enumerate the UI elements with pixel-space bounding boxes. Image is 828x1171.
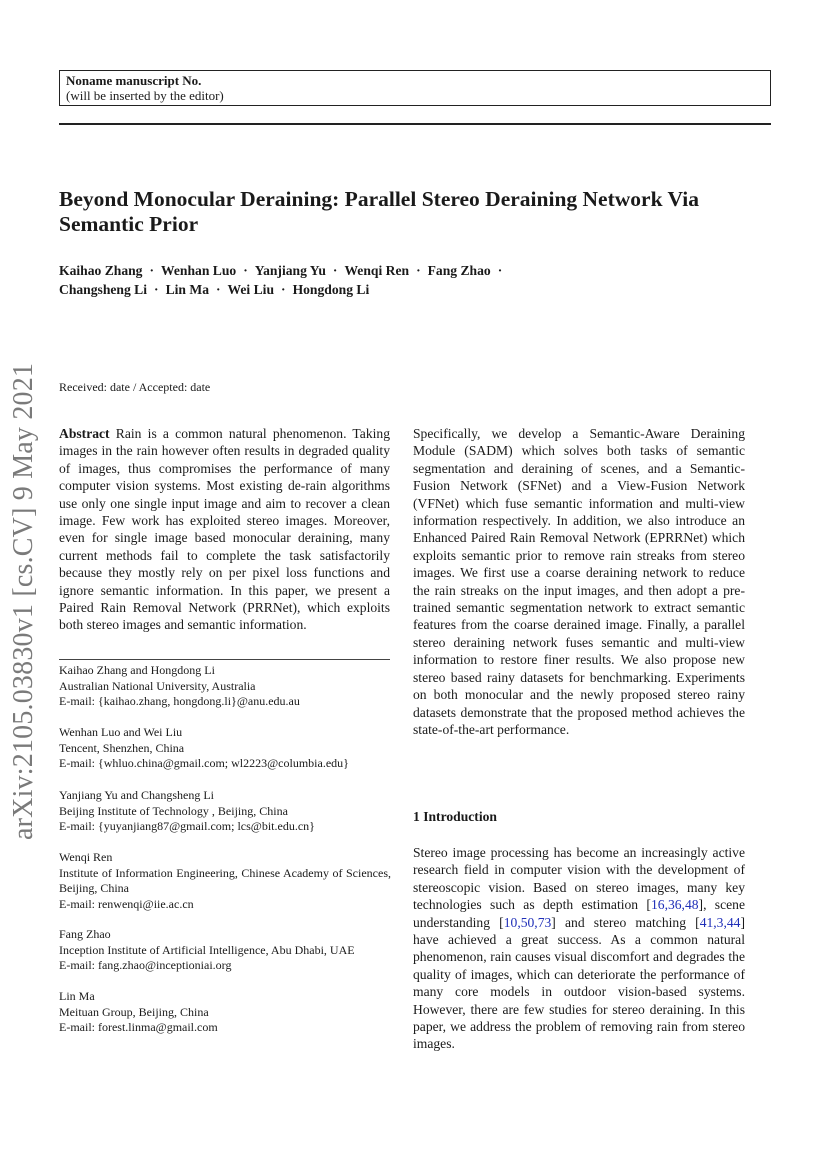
intro-text-segment: ], scene understanding [	[413, 897, 745, 930]
author-list	[59, 261, 771, 299]
author-name: Yanjiang Yu	[254, 263, 326, 278]
author-separator: ·	[416, 263, 421, 278]
affiliation-names: Wenhan Luo and Wei Liu	[59, 725, 183, 739]
affiliation-org: Australian National University, Australia	[59, 678, 256, 693]
affiliation-rule	[59, 659, 390, 660]
author-name: Fang Zhao	[427, 263, 491, 278]
citation-link[interactable]: 10,50,73	[503, 914, 552, 930]
affiliation-names: Wenqi Ren	[59, 850, 113, 864]
affiliation-block	[59, 927, 391, 974]
intro-text-segment: Stereo image processing has become an increasingly active research field in computer vision with the development of stereoscopic vision. Based on stereo images, many key technologies such as depth estimation [	[413, 845, 745, 913]
author-name: Wenhan Luo	[161, 263, 237, 278]
author-name: Wei Liu	[227, 282, 275, 297]
author-name: Kaihao Zhang	[59, 263, 143, 278]
author-separator: ·	[154, 282, 159, 297]
citation-link[interactable]: 41,3,44	[699, 914, 741, 930]
affiliation-email: E-mail: renwenqi@iie.ac.cn	[59, 897, 194, 912]
affiliation-email: E-mail: fang.zhao@inceptioniai.org	[59, 958, 232, 973]
author-name: Hongdong Li	[292, 282, 370, 297]
affiliation-email: E-mail: {yuyanjiang87@gmail.com; lcs@bit.edu.cn}	[59, 819, 315, 834]
intro-text-segment: ] and stereo matching [	[551, 914, 700, 930]
affiliation-org: Tencent, Shenzhen, China	[59, 740, 185, 755]
author-separator: ·	[149, 263, 155, 278]
author-name: Lin Ma	[165, 282, 209, 297]
affiliation-email: E-mail: {kaihao.zhang, hongdong.li}@anu.edu.au	[59, 694, 300, 709]
author-name: Wenqi Ren	[344, 263, 410, 278]
affiliation-org: Beijing Institute of Technology , Beijing, China	[59, 803, 288, 818]
abstract-label: Abstract	[59, 426, 110, 441]
affiliation-org: Meituan Group, Beijing, China	[59, 1004, 209, 1019]
citation-link[interactable]: 16,36,48	[650, 897, 699, 913]
intro-text-segment: ] have achieved a great success. As a common natural phenomenon, rain causes visual discomfort and degrades the quality of images, which can deteriorate the performance of many core models in outdoor vision-based systems. However, there are few studies for stereo deraining. In this paper, we address the problem of removing rain from stereo images.	[413, 914, 745, 1052]
author-separator: ·	[281, 282, 286, 297]
abstract-continuation: Specifically, we develop a Semantic-Aware Deraining Module (SADM) which solves both tasks of semantic segmentation and deraining of scenes, and a Semantic-Fusion Network (SFNet) and a View-Fusion Network (VFNet) which fuse semantic information and multi-view information respectively. In addition, we also introduce an Enhanced Paired Rain Removal Network (EPRRNet) which exploits semantic prior to remove rain streaks from stereo images. We first use a coarse deraining network to reduce the rain streaks on the input images, and then adopt a pre-trained semantic segmentation network to extract semantic features from the coarse derained image. Finally, a parallel stereo deraining network fuses semantic and multi-view information to restore finer results. We also propose new stereo based rainy datasets for benchmarking. Experiments on both monocular and the newly proposed stereo rainy datasets demonstrate that the proposed method achieves the state-of-the-art performance.	[413, 426, 745, 737]
affiliation-block	[59, 850, 391, 913]
affiliation-block	[59, 663, 391, 710]
affiliation-org: Inception Institute of Artificial Intelligence, Abu Dhabi, UAE	[59, 942, 355, 957]
author-name: Changsheng Li	[59, 282, 148, 297]
introduction-paragraph	[413, 844, 745, 1053]
received-date-line: Received: date / Accepted: date	[59, 380, 211, 394]
author-separator: ·	[332, 263, 338, 278]
header-rule	[59, 123, 771, 125]
editor-note: (will be inserted by the editor)	[66, 88, 224, 103]
author-line-2	[59, 280, 771, 299]
section-heading-introduction: 1 Introduction	[413, 809, 497, 824]
affiliation-names: Fang Zhao	[59, 927, 111, 941]
manuscript-number: Noname manuscript No.	[66, 73, 202, 88]
manuscript-header-box	[59, 70, 771, 106]
affiliation-block	[59, 788, 391, 835]
affiliation-names: Yanjiang Yu and Changsheng Li	[59, 788, 214, 802]
affiliation-names: Kaihao Zhang and Hongdong Li	[59, 663, 215, 677]
author-separator: ·	[497, 263, 503, 278]
abstract-text-part1: Rain is a common natural phenomenon. Taking images in the rain however often results in degraded quality of images, thus compromises the performance of many computer vision systems. Most existing de-rain algorithms use only one single input image and aim to recover a clean image. Few work has exploited stereo images. Moreover, even for single image based monocular deraining, many current methods fail to complete the task satisfactorily because they mostly rely on per pixel loss functions and ignore semantic information. In this paper, we present a Paired Rain Removal Network (PRRNet), which exploits both stereo images and semantic information.	[59, 426, 390, 633]
author-line-1	[59, 261, 771, 280]
affiliation-block	[59, 989, 391, 1036]
affiliation-email: E-mail: {whluo.china@gmail.com; wl2223@columbia.edu}	[59, 756, 349, 771]
affiliation-org: Institute of Information Engineering, Chinese Academy of Sciences, Beijing, China	[59, 865, 391, 896]
abstract-paragraph	[59, 425, 390, 634]
author-separator: ·	[243, 263, 248, 278]
affiliation-email: E-mail: forest.linma@gmail.com	[59, 1020, 218, 1035]
affiliation-names: Lin Ma	[59, 989, 95, 1003]
arxiv-identifier-stamp: arXiv:2105.03830v1 [cs.CV] 9 May 2021	[8, 362, 39, 840]
paper-title: Beyond Monocular Deraining: Parallel Stereo Deraining Network Via Semantic Prior	[59, 187, 699, 236]
affiliation-block	[59, 725, 391, 772]
author-separator: ·	[216, 282, 221, 297]
